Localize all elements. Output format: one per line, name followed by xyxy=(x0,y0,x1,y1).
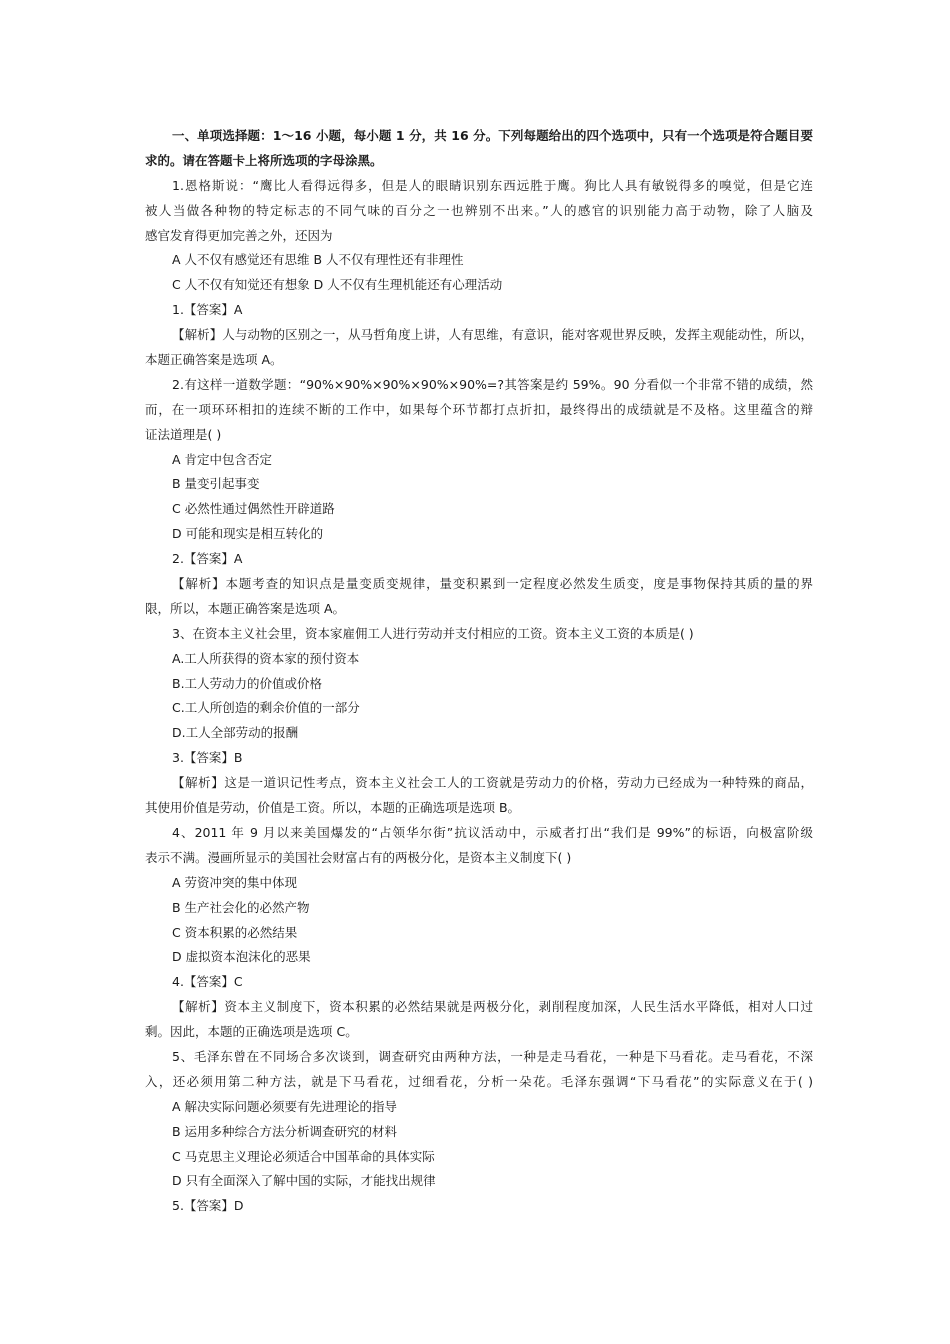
q2-option-c: C 必然性通过偶然性开辟道路 xyxy=(172,501,335,517)
q4-stem-line-1: 4、2011 年 9 月以来美国爆发的“占领华尔街”抗议活动中，示威者打出“我们是 99%”的标语，向极富阶级 xyxy=(172,824,813,840)
q2-stem-line-3: 证法道理是( ) xyxy=(145,426,222,442)
q4-answer: 4.【答案】C xyxy=(172,974,243,990)
q1-stem-line-2: 被人当做各种物的特定标志的不同气味的百分之一也辨别不出来。”人的感官的识别能力高于动物，除了人脑及 xyxy=(145,202,813,218)
q2-analysis-line-1: 【解析】本题考查的知识点是量变质变规律，量变积累到一定程度必然发生质变，度是事物保持其质的量的界 xyxy=(172,576,813,592)
q3-option-b: B.工人劳动力的价值或价格 xyxy=(172,675,323,691)
section-heading-line-2: 求的。请在答题卡上将所选项的字母涂黑。 xyxy=(145,152,383,168)
q2-stem-line-1: 2.有这样一道数学题：“90%×90%×90%×90%×90%=?其答案是约 59%。90 分看似一个非常不错的成绩，然 xyxy=(172,376,813,392)
q1-answer: 1.【答案】A xyxy=(172,302,243,318)
q5-option-d: D 只有全面深入了解中国的实际，才能找出规律 xyxy=(172,1173,436,1189)
q1-option-line-2: C 人不仅有知觉还有想象 D 人不仅有生理机能还有心理活动 xyxy=(172,277,503,293)
q1-stem-line-3: 感官发育得更加完善之外，还因为 xyxy=(145,227,333,243)
q4-option-d: D 虚拟资本泡沫化的恶果 xyxy=(172,949,311,965)
q2-option-a: A 肯定中包含否定 xyxy=(172,451,273,467)
q4-analysis-line-2: 剩。因此，本题的正确选项是选项 C。 xyxy=(145,1024,358,1040)
q2-answer: 2.【答案】A xyxy=(172,551,243,567)
q2-option-d: D 可能和现实是相互转化的 xyxy=(172,526,324,542)
q5-stem-line-2: 入，还必须用第二种方法，就是下马看花，过细看花，分析一朵花。毛泽东强调“下马看花”的实际意义在于( ) xyxy=(145,1073,813,1089)
section-heading-line-1: 一、单项选择题：1～16 小题，每小题 1 分，共 16 分。下列每题给出的四个选项中，只有一个选项是符合题目要 xyxy=(172,128,813,143)
q4-analysis-line-1: 【解析】资本主义制度下，资本积累的必然结果就是两极分化，剥削程度加深，人民生活水平降低，相对人口过 xyxy=(172,999,813,1015)
q5-option-c: C 马克思主义理论必须适合中国革命的具体实际 xyxy=(172,1148,435,1164)
q3-option-c: C.工人所创造的剩余价值的一部分 xyxy=(172,700,360,716)
q4-option-b: B 生产社会化的必然产物 xyxy=(172,899,310,915)
q1-analysis-line-1: 【解析】人与动物的区别之一，从马哲角度上讲，人有思维，有意识，能对客观世界反映，发挥主观能动性，所以， xyxy=(172,327,813,343)
q3-answer: 3.【答案】B xyxy=(172,750,243,766)
q1-option-line-1: A 人不仅有感觉还有思维 B 人不仅有理性还有非理性 xyxy=(172,252,464,268)
q1-stem-line-1: 1.恩格斯说：“鹰比人看得远得多，但是人的眼睛识别东西远胜于鹰。狗比人具有敏锐得多的嗅觉，但是它连 xyxy=(172,177,813,193)
q5-option-b: B 运用多种综合方法分析调查研究的材料 xyxy=(172,1123,398,1139)
q3-analysis-line-2: 其使用价值是劳动，价值是工资。所以，本题的正确选项是选项 B。 xyxy=(145,800,521,816)
q2-option-b: B 量变引起事变 xyxy=(172,476,260,492)
q3-option-d: D.工人全部劳动的报酬 xyxy=(172,725,299,741)
q4-option-a: A 劳资冲突的集中体现 xyxy=(172,874,298,890)
q4-option-c: C 资本积累的必然结果 xyxy=(172,924,298,940)
q5-stem-line-1: 5、毛泽东曾在不同场合多次谈到，调查研究由两种方法，一种是走马看花，一种是下马看花。走马看花，不深 xyxy=(172,1048,813,1064)
q2-stem-line-2: 而，在一项环环相扣的连续不断的工作中，如果每个环节都打点折扣，最终得出的成绩就是不及格。这里蕴含的辩 xyxy=(145,401,813,417)
q3-stem-line-1: 3、在资本主义社会里，资本家雇佣工人进行劳动并支付相应的工资。资本主义工资的本质是( ) xyxy=(172,625,694,641)
q3-option-a: A.工人所获得的资本家的预付资本 xyxy=(172,650,360,666)
q5-option-a: A 解决实际问题必须要有先进理论的指导 xyxy=(172,1098,398,1114)
q5-answer: 5.【答案】D xyxy=(172,1198,244,1214)
q4-stem-line-2: 表示不满。漫画所显示的美国社会财富占有的两极分化，是资本主义制度下( ) xyxy=(145,849,572,865)
q2-analysis-line-2: 限，所以，本题正确答案是选项 A。 xyxy=(145,600,346,616)
document-page xyxy=(145,124,813,1219)
q3-analysis-line-1: 【解析】这是一道识记性考点，资本主义社会工人的工资就是劳动力的价格，劳动力已经成为一种特殊的商品， xyxy=(172,775,813,791)
q1-analysis-line-2: 本题正确答案是选项 A。 xyxy=(145,352,283,368)
